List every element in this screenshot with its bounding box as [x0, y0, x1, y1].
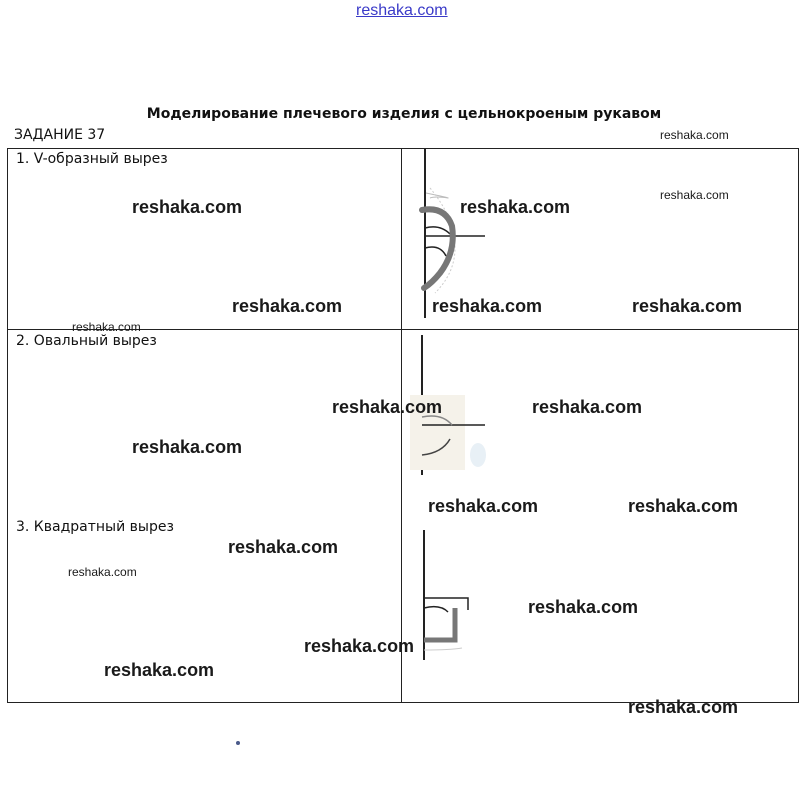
watermark: reshaka.com: [304, 636, 415, 656]
row-label-v-neck: 1. V-образный вырез: [16, 151, 168, 167]
watermark: reshaka.com: [660, 128, 729, 142]
watermark: reshaka.com: [632, 296, 743, 316]
watermark: reshaka.com: [460, 197, 571, 217]
oval-neck-drawing: [410, 335, 510, 505]
watermark: reshaka.com: [532, 397, 643, 417]
watermark: reshaka.com: [132, 437, 243, 457]
site-link[interactable]: reshaka.com: [356, 2, 448, 19]
row-label-oval-neck: 2. Овальный вырез: [16, 333, 157, 349]
watermark: reshaka.com: [428, 496, 539, 516]
table-right-border: [798, 148, 799, 703]
stray-dot: [236, 741, 240, 745]
watermark: reshaka.com: [528, 597, 639, 617]
task-label: ЗАДАНИЕ 37: [14, 127, 106, 143]
watermark: reshaka.com: [132, 197, 243, 217]
watermark: reshaka.com: [628, 496, 739, 516]
watermark: reshaka.com: [332, 397, 443, 417]
watermark: reshaka.com: [628, 697, 739, 717]
watermark: reshaka.com: [432, 296, 543, 316]
square-neck-drawing: [410, 530, 510, 660]
v-neck-drawing: [410, 148, 510, 318]
watermark: reshaka.com: [68, 565, 137, 579]
page-title: Моделирование плечевого изделия с цельнокроеным рукавом: [146, 106, 662, 122]
watermark: reshaka.com: [72, 320, 141, 334]
row-label-square-neck: 3. Квадратный вырез: [16, 519, 174, 535]
watermark: reshaka.com: [228, 537, 339, 557]
watermark: reshaka.com: [660, 188, 729, 202]
table-middle-divider: [401, 148, 402, 703]
table-top-border: [7, 148, 799, 149]
table-left-border: [7, 148, 8, 703]
watermark: reshaka.com: [232, 296, 343, 316]
watermark: reshaka.com: [104, 660, 215, 680]
